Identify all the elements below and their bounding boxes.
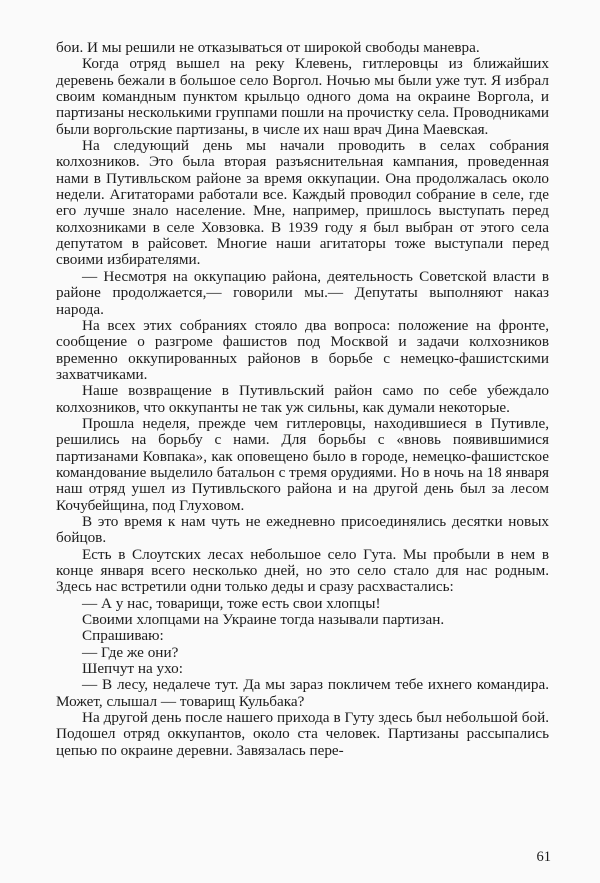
paragraph: На другой день после нашего прихода в Гуту здесь был небольшой бой. Подошел отряд оккупантов, около ста человек. Партизаны рассыпались цепью по окраине деревни. Завязалась пере- (56, 709, 549, 759)
paragraph: — В лесу, недалече тут. Да мы зараз покличем тебе ихнего командира. Может, слышал — товарищ Кульбака? (56, 676, 549, 710)
paragraph: Своими хлопцами на Украине тогда называли партизан. (82, 611, 445, 629)
paragraph: — Несмотря на оккупацию района, деятельность Советской власти в районе продолжается,— говорили мы.— Депутаты выполняют наказ народа. (56, 267, 549, 318)
paragraph: бои. И мы решили не отказываться от широкой свободы маневра. (56, 39, 480, 56)
paragraph: Когда отряд вышел на реку Клевень, гитлеровцы из ближайших деревень бежали в большое село Воргол. Ночью мы были уже тут. Я избрал своим командным пунктом крыльцо одного дома на окраине Воргола, и партизаны несколькими группами пошли на прочистку села. Проводниками были воргольские партизаны, в числе их наш врач Дина Маевская. (56, 55, 549, 138)
page-text (56, 40, 549, 759)
paragraph: Прошла неделя, прежде чем гитлеровцы, находившиеся в Путивле, решились на борьбу с нами. Для борьбы с «вновь появившимися партизанами Ковпака», как оповещено было в городе, немецко-фашистское командование выделило батальон с тремя орудиями. Но в ночь на 18 января наш отряд ушел из Путивльского района и на другой день был за лесом Кочубейщина, под Глуховом. (56, 414, 549, 514)
paragraph: Спрашиваю: (82, 627, 164, 645)
paragraph: Шепчут на ухо: (82, 660, 183, 678)
paragraph: В это время к нам чуть не ежедневно присоединялись десятки новых бойцов. (56, 512, 549, 547)
paragraph: На всех этих собраниях стояло два вопроса: положение на фронте, сообщение о разгроме фашистов под Москвой и задачи колхозников временно оккупированных районов в борьбе с немецко-фашистскими захватчиками. (56, 316, 549, 383)
paragraph: Наше возвращение в Путивльский район само по себе убеждало колхозников, что оккупанты не так уж сильны, как думали некоторые. (56, 382, 549, 416)
paragraph: Есть в Слоутских лесах небольшое село Гута. Мы пробыли в нем в конце января всего несколько дней, но это село стало для нас родным. Здесь нас встретили одни только деды и сразу расхвастались: (56, 545, 549, 596)
paragraph: — А у нас, товарищи, тоже есть свои хлопцы! (82, 594, 381, 612)
paragraph: — Где же они? (82, 643, 179, 661)
page-number: 61 (536, 849, 551, 865)
paragraph: На следующий день мы начали проводить в селах собрания колхозников. Это была вторая разъяснительная кампания, проведенная нами в Путивльском районе за время оккупации. Она продолжалась около недели. Агитаторами работали все. Каждый проводил собрание в селе, где его лучше знало население. Мне, например, пришлось выступать перед колхозниками в селе Ховзовка. В 1939 году я был выбран от этого села депутатом в райсовет. Многие наши агитаторы тоже выступали перед своими избирателями. (56, 137, 549, 269)
